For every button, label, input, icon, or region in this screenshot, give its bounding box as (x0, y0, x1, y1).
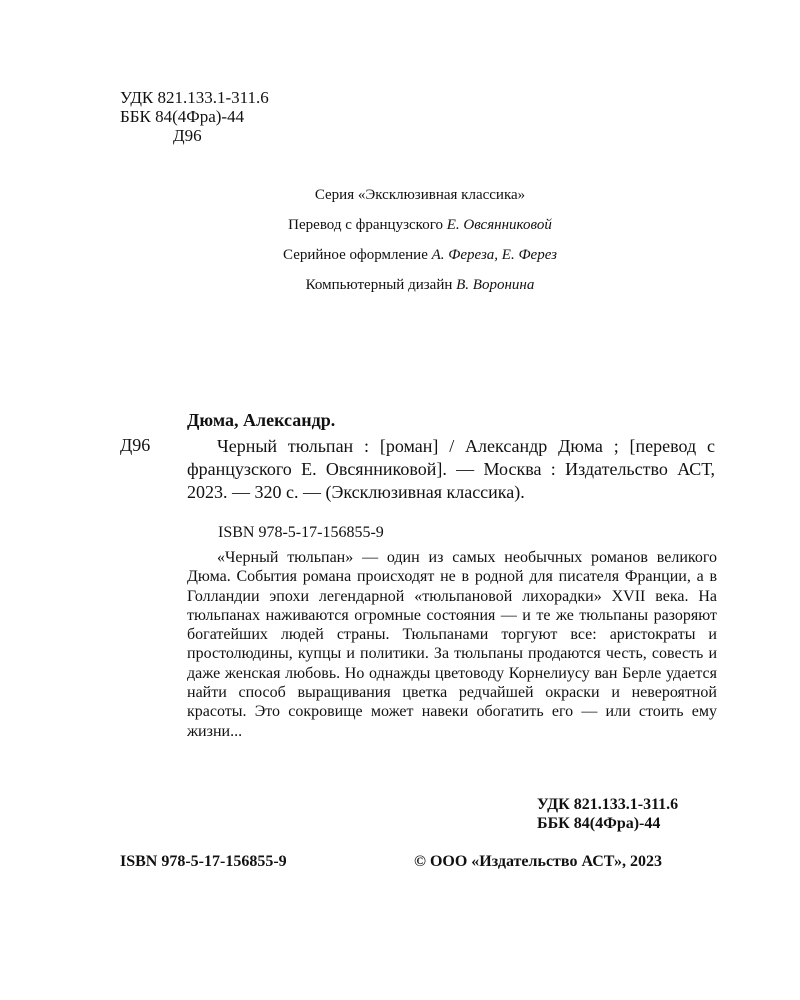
series-title: Серия «Эксклюзивная классика» (314, 187, 526, 203)
credits-block (0, 183, 800, 303)
design-label: Серийное оформление (283, 247, 428, 263)
translator-name: Е. Овсянниковой (446, 217, 552, 233)
designer-names: А. Фереза, Е. Ферез (431, 247, 557, 263)
record-author: Дюма, Александр. (187, 410, 336, 430)
udk-code-top: УДК 821.133.1-311.6 (120, 88, 269, 107)
record-code: Д96 (120, 435, 151, 455)
record-isbn: ISBN 978-5-17-156855-9 (218, 524, 384, 541)
series-line (0, 183, 800, 213)
annotation-text: «Черный тюльпан» — один из самых необычных романов великого Дюма. События романа происходят не в родной для писателя Франции, а в Голландии эпохи легендарной «тюльпановой лихорадки» XVII века. На тюльпанах наживаются огромные состояния — и те же тюльпаны разоряют богатейших людей страны. Тюльпанами торгуют все: аристократы и простолюдины, купцы и политики. За тюльпаны продаются честь, совесть и даже женская любовь. Но однажды цветоводу Корнелиусу ван Берле удается найти способ выращивания цветка редчайшей окраски и невероятной красоты. Это сокровище может навеки обогатить его — или стоить ему жизни... (187, 549, 717, 740)
footer-copyright: © ООО «Издательство АСТ», 2023 (414, 853, 663, 870)
computer-design-label: Компьютерный дизайн (305, 277, 453, 293)
bbk-code-bottom: ББК 84(4Фра)-44 (537, 815, 661, 832)
bbk-code-top: ББК 84(4Фра)-44 (120, 107, 245, 126)
footer-isbn: ISBN 978-5-17-156855-9 (120, 853, 287, 870)
design-line (0, 243, 800, 273)
computer-design-line (0, 273, 800, 303)
author-mark-top: Д96 (173, 126, 202, 145)
record-description: Черный тюльпан : [роман] / Александр Дюма ; [перевод с французского Е. Овсянниковой]. — Москва : Издательство АСТ, 2023. — 320 с. — (Эксклюзивная классика). (187, 436, 715, 502)
translation-label: Перевод с французского (288, 217, 443, 233)
computer-designer-name: В. Воронина (456, 277, 535, 293)
translation-line (0, 213, 800, 243)
udk-code-bottom: УДК 821.133.1-311.6 (537, 796, 679, 813)
